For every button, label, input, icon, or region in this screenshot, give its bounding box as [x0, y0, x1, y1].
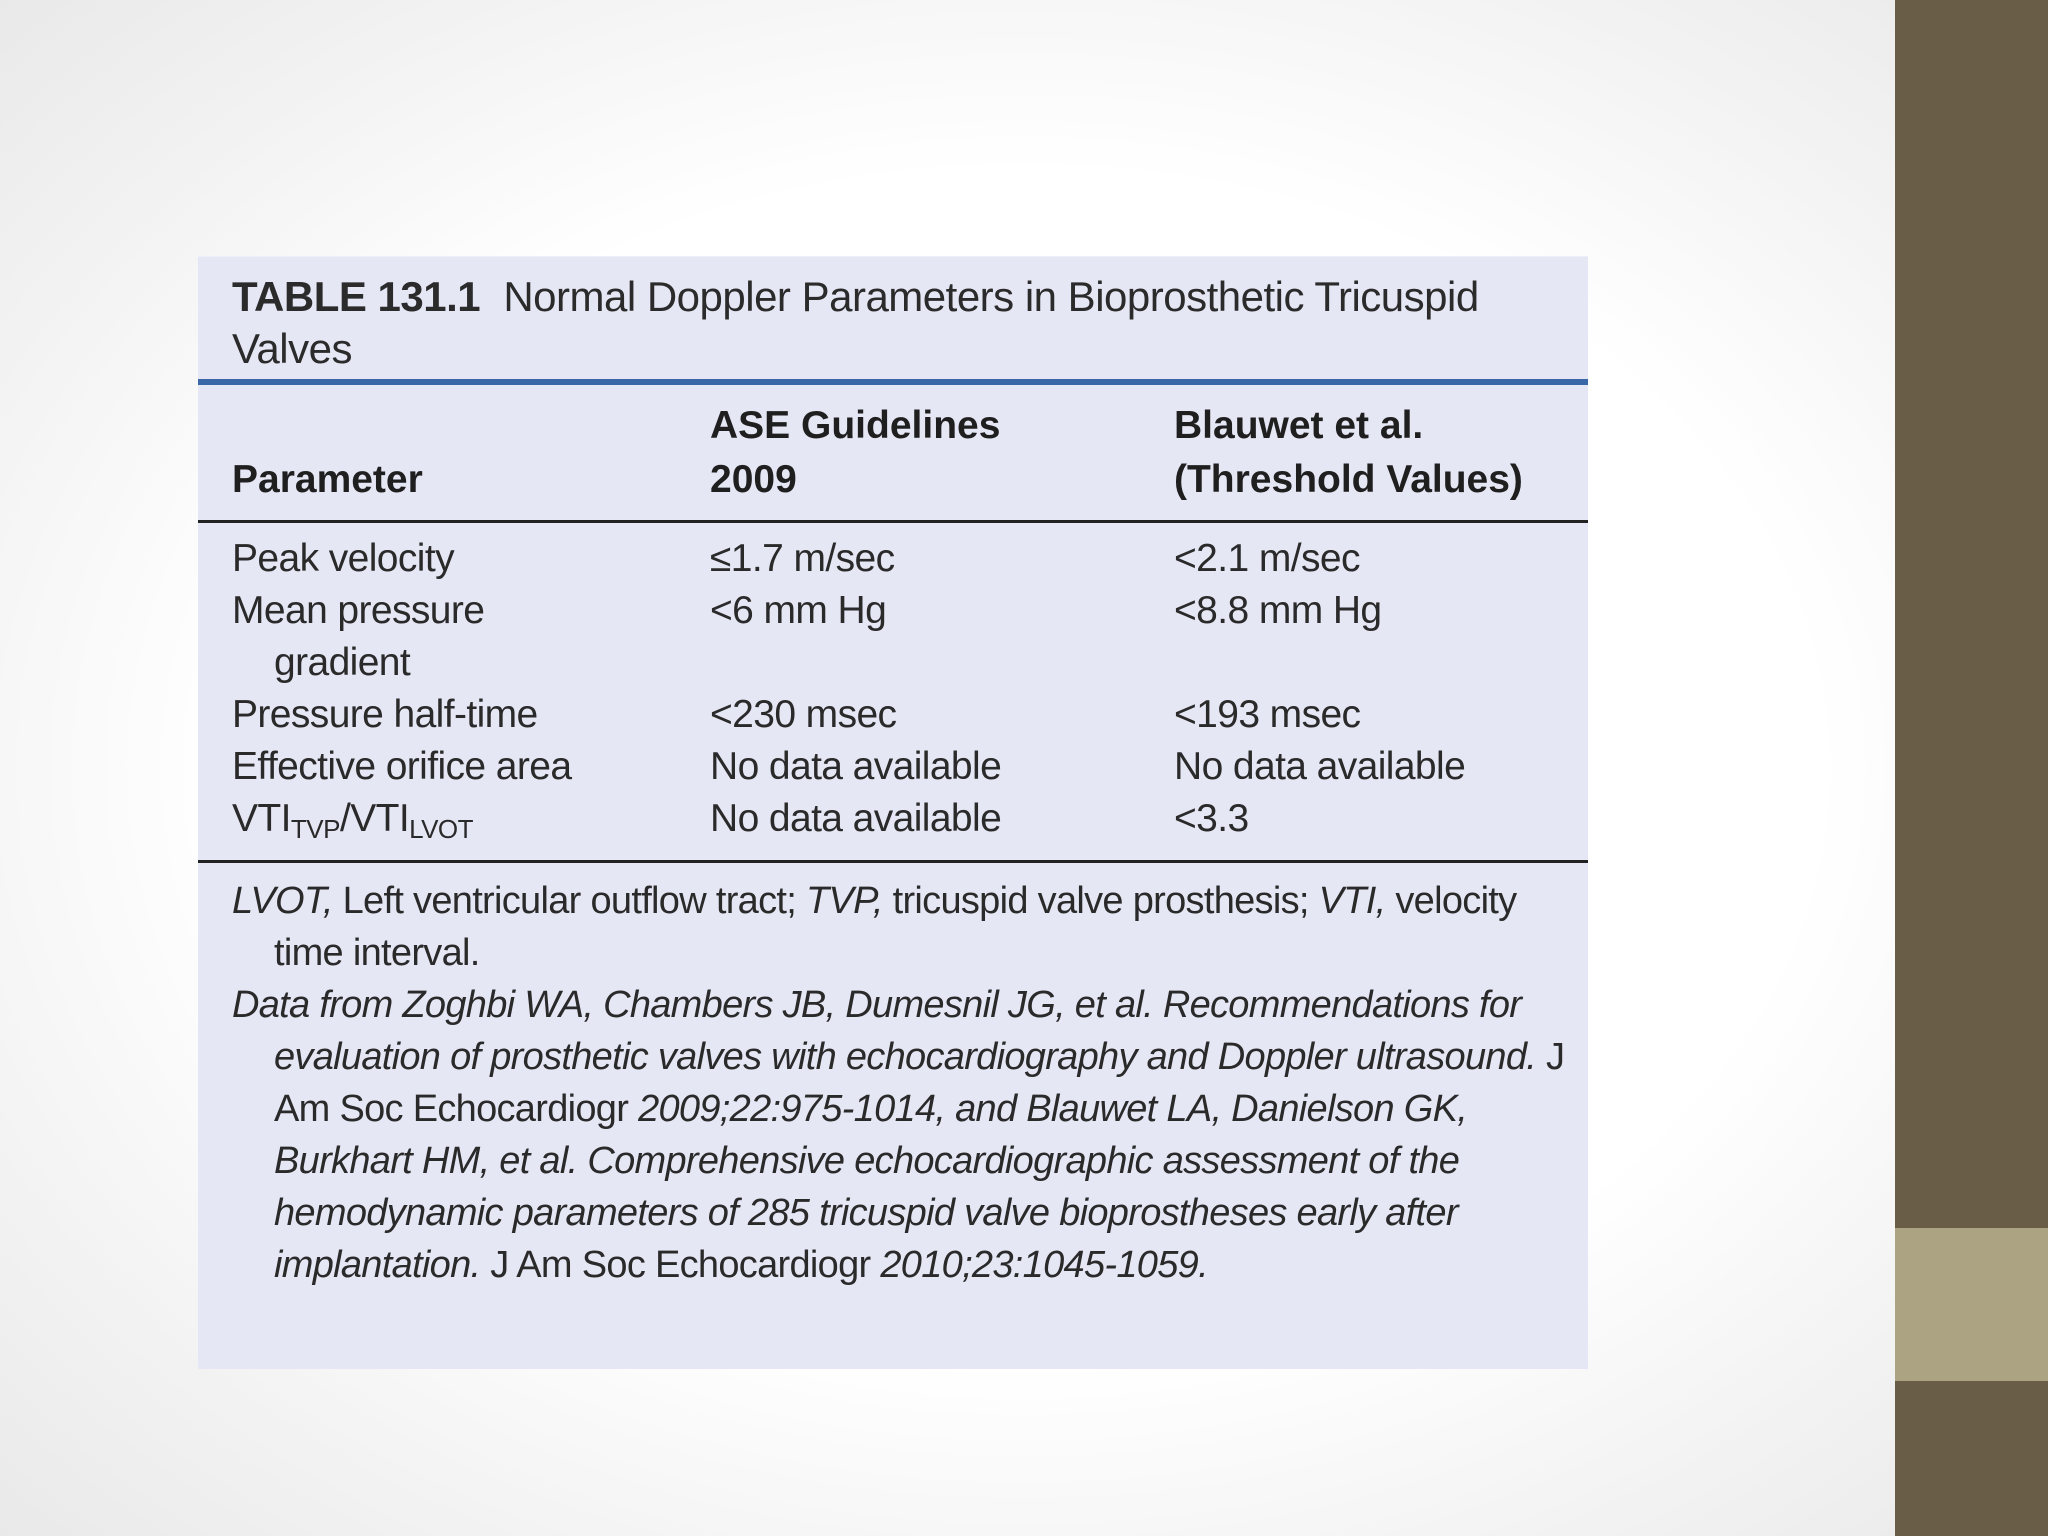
row-mean-gradient-ase: <6 mm Hg [710, 589, 887, 632]
row-mean-gradient-parameter-cont: gradient [274, 641, 411, 684]
row-vti-ratio-parameter: $VTI_{TVP}/VTI_{LVOT}$ [232, 797, 474, 844]
row-vti-ratio-blauwet: <3.3 [1174, 797, 1249, 840]
row-orifice-area-ase: No data available [710, 745, 1002, 788]
table-number: TABLE 131.1 [232, 273, 481, 320]
header-parameter: Parameter [232, 458, 423, 501]
row-mean-gradient-parameter: Mean pressure [232, 589, 485, 632]
row-peak-velocity-blauwet: <2.1 m/sec [1174, 537, 1360, 580]
row-orifice-area-blauwet: No data available [1174, 745, 1466, 788]
header-rule [198, 520, 1588, 523]
row-half-time-ase: <230 msec [710, 693, 897, 736]
header-ase-line1: ASE Guidelines [710, 404, 1001, 447]
row-mean-gradient-blauwet: <8.8 mm Hg [1174, 589, 1382, 632]
row-orifice-area-parameter: Effective orifice area [232, 745, 572, 788]
row-peak-velocity-parameter: Peak velocity [232, 537, 454, 580]
table-caption [232, 271, 1572, 375]
row-peak-velocity-ase: ≤1.7 m/sec [710, 537, 895, 580]
row-half-time-blauwet: <193 msec [1174, 693, 1361, 736]
header-blauwet-line2: (Threshold Values) [1174, 458, 1523, 501]
footer-rule [198, 860, 1588, 863]
header-blauwet-line1: Blauwet et al. [1174, 404, 1424, 447]
doppler-parameters-table [198, 256, 1588, 1369]
header-ase-line2: 2009 [710, 458, 797, 501]
caption-rule [198, 379, 1588, 385]
table-title: Normal Doppler Parameters in Bioprosthetic Tricuspid Valves [232, 273, 1479, 372]
table-notes [232, 875, 1572, 1291]
abbreviations-footnote: LVOT, Left ventricular outflow tract; TVP, tricuspid valve prosthesis; VTI, velocity time interval. [232, 880, 1517, 974]
row-vti-ratio-ase: No data available [710, 797, 1002, 840]
row-half-time-parameter: Pressure half-time [232, 693, 538, 736]
side-decoration-accent [1895, 1228, 2048, 1381]
source-citation: Data from Zoghbi WA, Chambers JB, Dumesnil JG, et al. Recommendations for evaluation of prosthetic valves with echocardiography and Doppler ultrasound. J Am Soc Echocardiogr 2009;22:975-1014, and Blauwet LA, Danielson GK, Burkhart HM, et al. Comprehensive echocardiographic assessment of the hemodynamic parameters of 285 tricuspid valve bioprostheses early after implantation. J Am Soc Echocardiogr 2010;23:1045-1059. [232, 984, 1565, 1286]
